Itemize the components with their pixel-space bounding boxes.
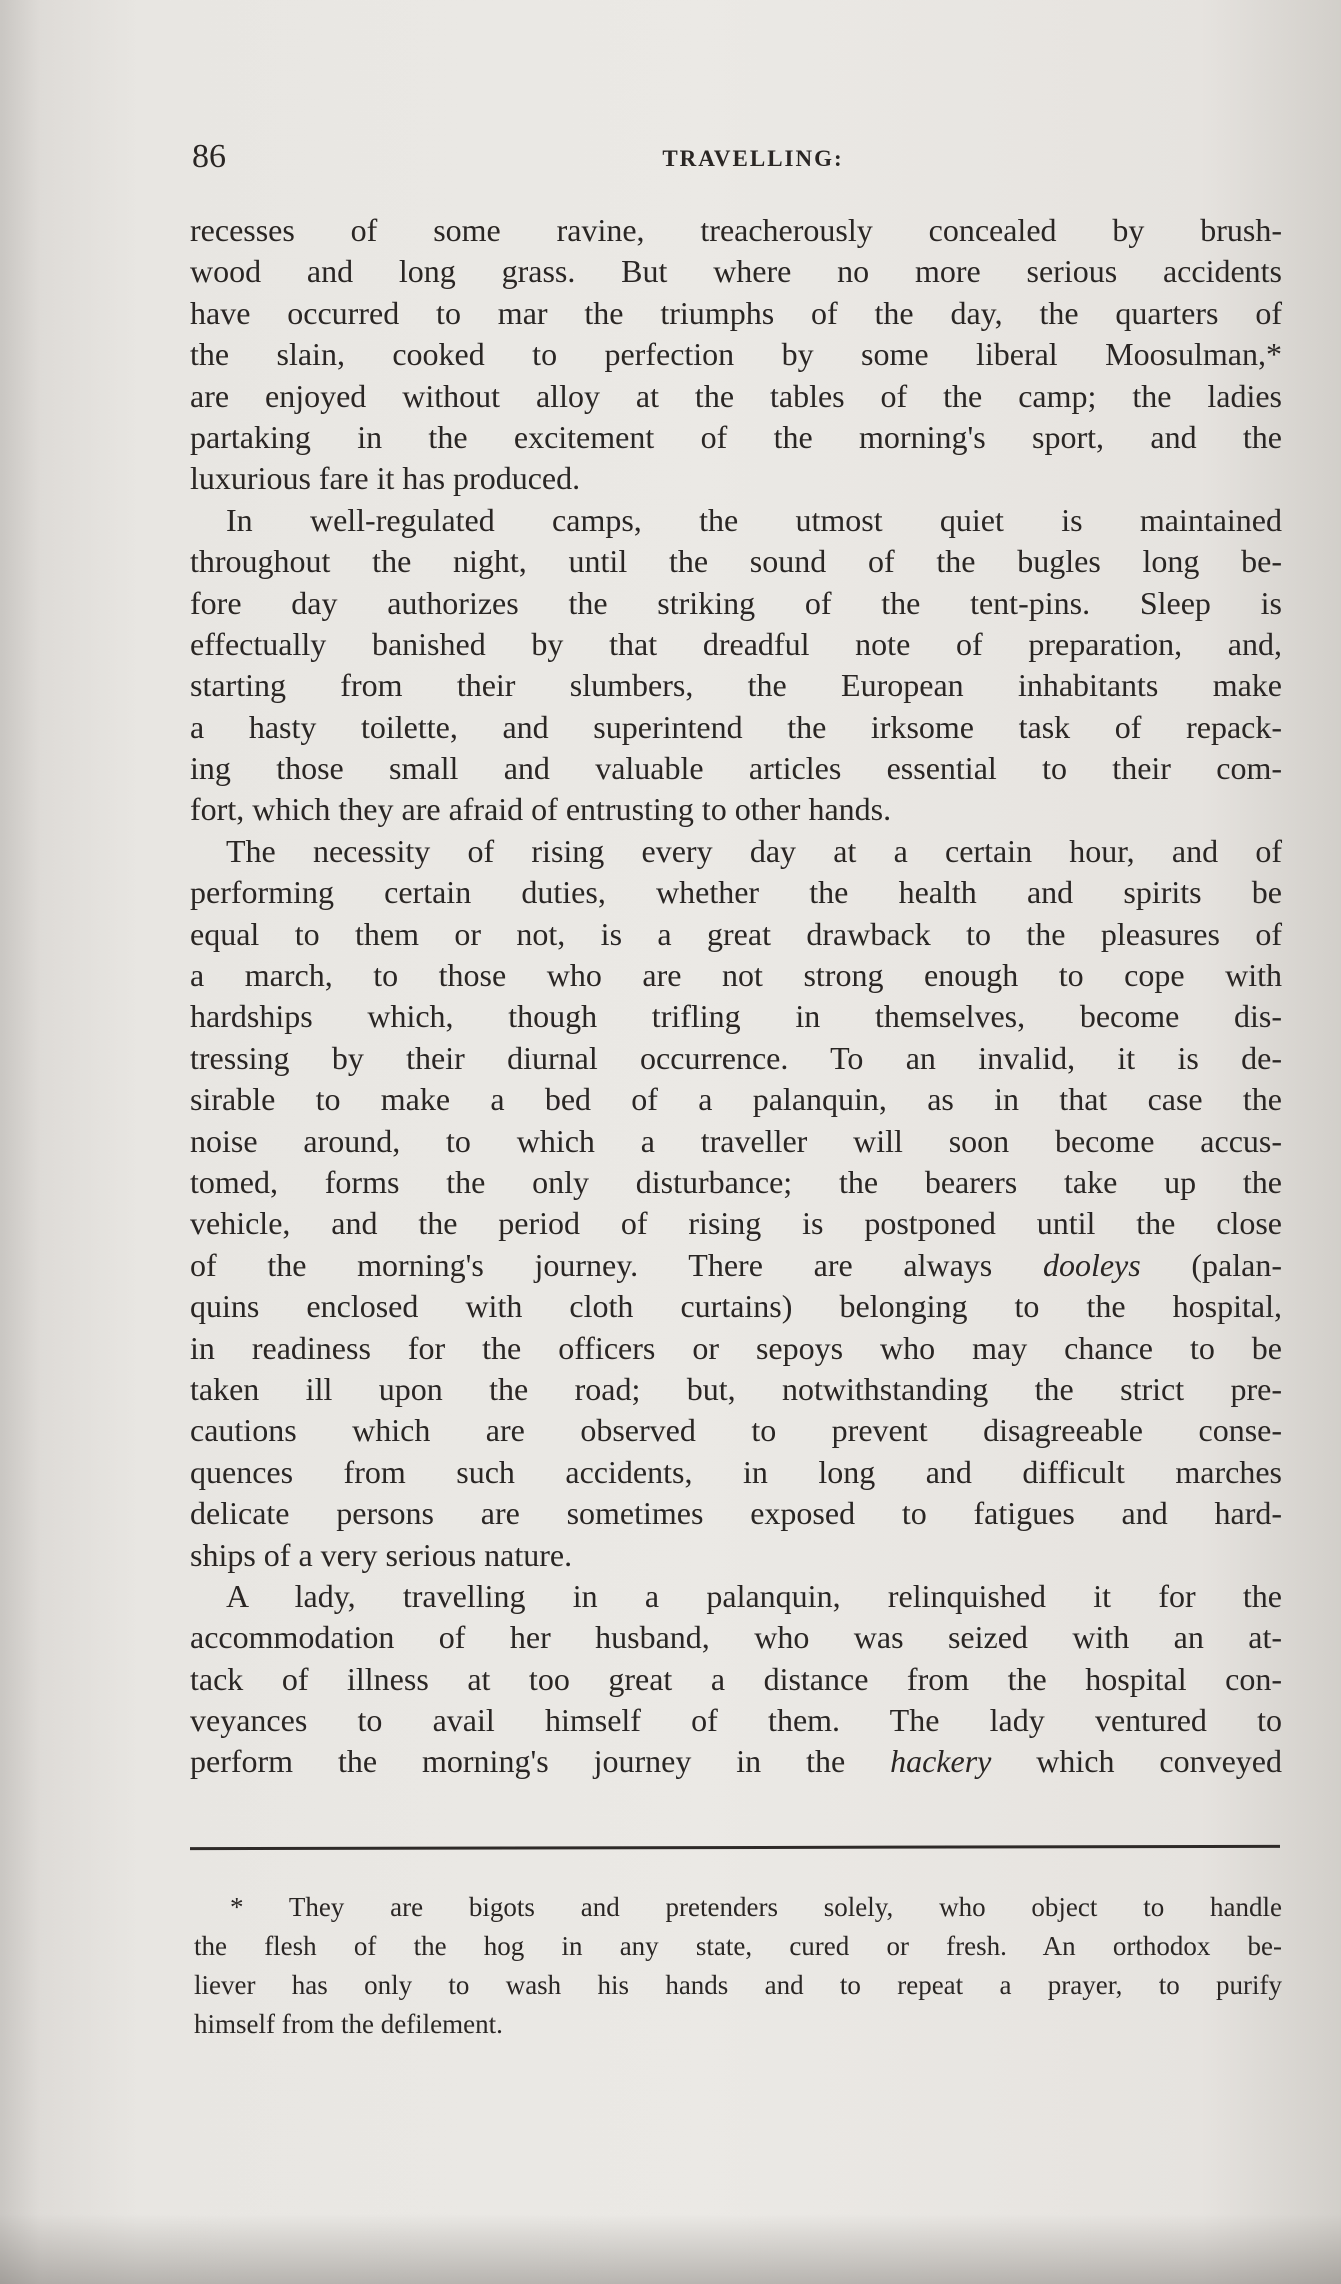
line-text: veyances to avail himself of them. The lady ventured to xyxy=(190,1702,1282,1739)
footnote-line xyxy=(194,1888,1282,1927)
text-line xyxy=(190,1659,1282,1700)
line-text: (palan- xyxy=(1140,1246,1283,1283)
body-text xyxy=(190,210,1282,1783)
line-text: starting from their slumbers, the European inhabitants make xyxy=(190,667,1282,704)
footnote xyxy=(194,1888,1282,2044)
text-line xyxy=(190,376,1282,417)
text-line xyxy=(190,1245,1282,1286)
line-text: The necessity of rising every day at a certain hour, and of xyxy=(226,832,1282,869)
line-text: taken ill upon the road; but, notwithstanding the strict pre- xyxy=(190,1370,1282,1407)
line-text: hardships which, though trifling in themselves, become dis- xyxy=(190,998,1282,1035)
line-text: which conveyed xyxy=(991,1743,1282,1780)
text-line xyxy=(190,748,1282,789)
line-text: sirable to make a bed of a palanquin, as in that case the xyxy=(190,1081,1282,1118)
line-text: fore day authorizes the striking of the tent-pins. Sleep is xyxy=(190,584,1282,621)
text-line xyxy=(190,1452,1282,1493)
running-title: TRAVELLING: xyxy=(662,146,844,171)
text-line xyxy=(190,334,1282,375)
text-line xyxy=(190,1369,1282,1410)
line-text: tressing by their diurnal occurrence. To an invalid, it is de- xyxy=(190,1039,1282,1076)
line-text: In well-regulated camps, the utmost quiet is maintained xyxy=(226,501,1282,538)
line-text: * They are bigots and pretenders solely, who object to handle xyxy=(230,1892,1282,1922)
line-text: liever has only to wash his hands and to repeat a prayer, to purify xyxy=(194,1970,1282,2000)
text-line xyxy=(190,1493,1282,1534)
line-text: performing certain duties, whether the health and spirits be xyxy=(190,874,1282,911)
footnote-line xyxy=(194,1927,1282,1966)
text-line xyxy=(190,996,1282,1037)
text-line xyxy=(190,1079,1282,1120)
line-text: himself from the defilement. xyxy=(194,2009,503,2039)
text-line xyxy=(190,210,1282,251)
text-line xyxy=(190,417,1282,458)
line-text: vehicle, and the period of rising is postponed until the close xyxy=(190,1205,1282,1242)
line-text: equal to them or not, is a great drawback to the pleasures of xyxy=(190,915,1282,952)
line-text: A lady, travelling in a palanquin, relinquished it for the xyxy=(226,1577,1282,1614)
footnote-line xyxy=(194,1966,1282,2005)
line-text: tack of illness at too great a distance from the hospital con- xyxy=(190,1660,1282,1697)
text-line xyxy=(190,1286,1282,1327)
line-text: fort, which they are afraid of entrusting to other hands. xyxy=(190,791,892,828)
line-text: the slain, cooked to perfection by some liberal Moosulman,* xyxy=(190,336,1282,373)
line-text: perform the morning's journey in the xyxy=(190,1743,891,1780)
text-line xyxy=(190,458,1282,499)
text-line xyxy=(190,1617,1282,1658)
text-line xyxy=(190,707,1282,748)
line-text: quins enclosed with cloth curtains) belonging to the hospital, xyxy=(190,1288,1282,1325)
page-number: 86 xyxy=(192,138,226,175)
line-text: partaking in the excitement of the morning's sport, and the xyxy=(190,418,1282,455)
text-line xyxy=(190,665,1282,706)
italic-term: dooleys xyxy=(1042,1246,1141,1283)
text-line xyxy=(190,500,1282,541)
italic-term: hackery xyxy=(890,1743,992,1780)
page-edge-shadow xyxy=(0,2214,1341,2284)
line-text: luxurious fare it has produced. xyxy=(190,460,581,497)
text-line xyxy=(190,541,1282,582)
line-text: ing those small and valuable articles essential to their com- xyxy=(190,750,1282,787)
text-line xyxy=(190,293,1282,334)
text-line xyxy=(190,1700,1282,1741)
line-text: a march, to those who are not strong enough to cope with xyxy=(190,957,1282,994)
text-line xyxy=(190,1121,1282,1162)
footnote-rule xyxy=(190,1845,1280,1850)
text-line xyxy=(190,1038,1282,1079)
line-text: have occurred to mar the triumphs of the day, the quarters of xyxy=(190,294,1282,331)
line-text: quences from such accidents, in long and difficult marches xyxy=(190,1453,1282,1490)
line-text: cautions which are observed to prevent disagreeable conse- xyxy=(190,1412,1282,1449)
text-line xyxy=(190,624,1282,665)
text-line xyxy=(190,872,1282,913)
line-text: are enjoyed without alloy at the tables of the camp; the ladies xyxy=(190,377,1282,414)
line-text: effectually banished by that dreadful note of preparation, and, xyxy=(190,625,1282,662)
line-text: recesses of some ravine, treacherously concealed by brush- xyxy=(190,212,1282,248)
line-text: throughout the night, until the sound of the bugles long be- xyxy=(190,543,1282,580)
line-text: wood and long grass. But where no more serious accidents xyxy=(190,253,1282,290)
text-line xyxy=(190,789,1282,830)
text-line xyxy=(190,1535,1282,1576)
text-line xyxy=(190,1328,1282,1369)
text-line xyxy=(190,251,1282,292)
line-text: of the morning's journey. There are always xyxy=(190,1246,1043,1283)
text-line xyxy=(190,914,1282,955)
line-text: in readiness for the officers or sepoys who may chance to be xyxy=(190,1329,1282,1366)
text-line xyxy=(190,955,1282,996)
text-line xyxy=(190,1162,1282,1203)
footnote-line xyxy=(194,2005,1282,2044)
text-line xyxy=(190,583,1282,624)
line-text: a hasty toilette, and superintend the irksome task of repack- xyxy=(190,708,1282,745)
text-line xyxy=(190,1741,1282,1782)
line-text: delicate persons are sometimes exposed to fatigues and hard- xyxy=(190,1495,1282,1532)
text-line xyxy=(190,1410,1282,1451)
text-line xyxy=(190,831,1282,872)
line-text: tomed, forms the only disturbance; the bearers take up the xyxy=(190,1163,1282,1200)
line-text: the flesh of the hog in any state, cured or fresh. An orthodox be- xyxy=(194,1931,1282,1961)
text-line xyxy=(190,1576,1282,1617)
text-line xyxy=(190,1203,1282,1244)
line-text: noise around, to which a traveller will soon become accus- xyxy=(190,1122,1282,1159)
line-text: ships of a very serious nature. xyxy=(190,1536,573,1573)
line-text: accommodation of her husband, who was seized with an at- xyxy=(190,1619,1282,1656)
